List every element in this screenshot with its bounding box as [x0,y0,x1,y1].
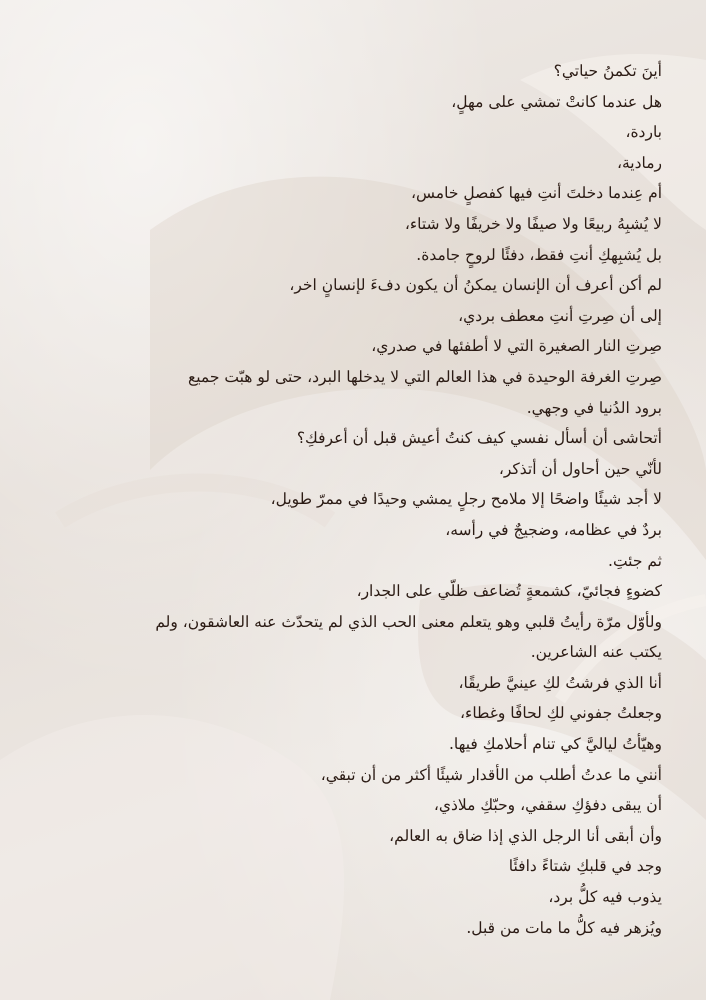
poem-line: وجد في قلبكِ شتاءً دافئًا [508,857,662,876]
poem-line: يكتب عنه الشاعرين. [530,643,662,662]
poem-line: باردة، [625,123,662,142]
poem-line: لا يُشبِهُ ربيعًا ولا صيفًا ولا خريفًا ولا شتاء، [404,214,662,233]
poem-line: وجعلتُ جفوني لكِ لحافًا وغطاء، [460,704,662,723]
poem-line: لا أجد شيئًا واضحًا إلا ملامح رجلٍ يمشي وحيدًا في ممرّ طويل، [270,490,662,509]
poem-line: كضوءٍ فجائيّ، كشمعةٍ تُضاعف ظلّي على الجدار، [356,582,662,601]
poem-line: أتحاشى أن أسأل نفسي كيف كنتُ أعيش قبل أن أعرفكِ؟ [296,429,662,448]
poem-line: وأن أبقى أنا الرجل الذي إذا ضاق به العالم، [389,826,662,845]
poem-line: أينَ تكمنُ حياتي؟ [553,62,662,80]
poem-line: برود الدُنيا في وجهي. [526,398,662,417]
poem-body [12,56,662,943]
poem-line: بل يُشبِهكِ أنتِ فقط، دفئًا لروحٍ جامدة. [416,245,662,264]
poem-line: ولأوّل مرّة رأيتُ قلبي وهو يتعلم معنى الحب الذي لم يتحدّث عنه العاشقون، ولم [155,612,662,631]
poem-line: ثم جئتِ. [608,551,662,570]
poem-line: أنا الذي فرشتُ لكِ عينيَّ طريقًا، [458,673,662,692]
poem-line: أنني ما عدتُ أطلب من الأقدار شيئًا أكثر من أن تبقي، [320,765,662,784]
poem-line: لم أكن أعرف أن الإنسان يمكنُ أن يكون دفءَ لإنسانٍ اخر، [289,276,662,295]
poem-line: ويُزهر فيه كلُّ ما مات من قبل. [466,918,662,937]
poem-line: وهيّأتُ لياليَّ كي تنام أحلامكِ فيها. [448,735,662,754]
poem-line: صِرتِ الغرفة الوحيدة في هذا العالم التي لا يدخلها البرد، حتى لو هبّت جميع [187,367,662,386]
poem-line: يذوب فيه كلُّ برد، [548,888,662,907]
poem-line: أن يبقى دفؤكِ سقفي، وحبّكِ ملاذي، [433,796,662,815]
poem-line: رمادية، [616,153,662,172]
poem-line: هل عندما كانتْ تمشي على مهلٍ، [451,92,662,111]
poem-line: أم عِندما دخلتَ أنتِ فيها كفصلٍ خامس، [411,184,662,203]
poem-line: إلى أن صِرتِ أنتِ معطف بردي، [458,306,662,325]
poem-line: صِرتِ النار الصغيرة التي لا أطفئها في صدري، [371,337,662,356]
poem-line: لأنّي حين أحاول أن أتذكر، [498,459,662,478]
poem-line: بردٌ في عظامه، وضجيجٌ في رأسه، [445,520,662,539]
